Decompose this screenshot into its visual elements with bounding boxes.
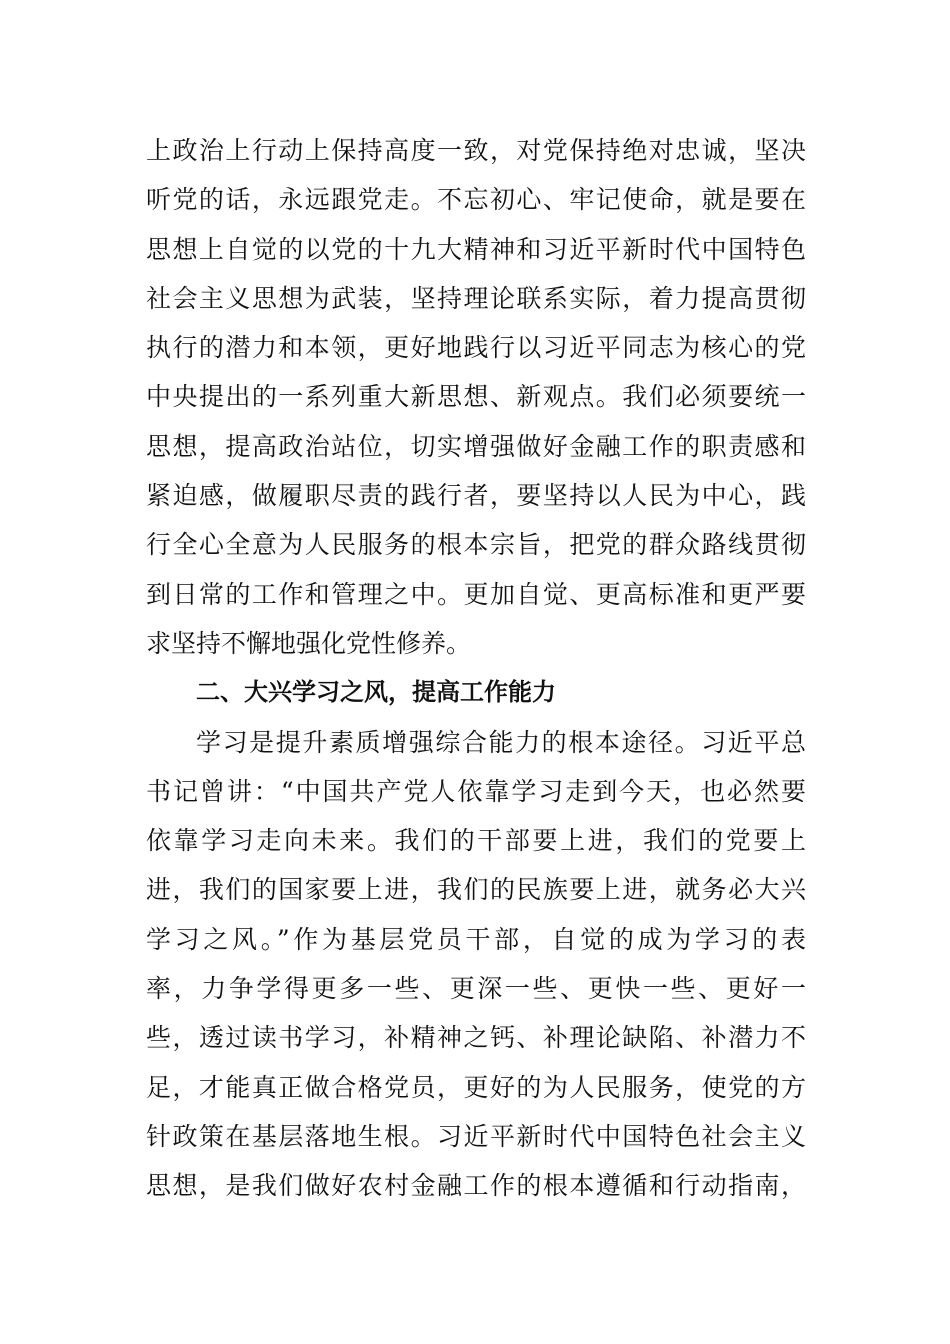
text-line: 书记曾讲：“中国共产党人依靠学习走到今天，也必然要: [146, 776, 806, 806]
text-line: 思想，提高政治站位，切实增强做好金融工作的职责感和: [146, 431, 806, 461]
text-line: 依靠学习走向未来。我们的干部要上进，我们的党要上: [146, 826, 806, 856]
text-line: 思想上自觉的以党的十九大精神和习近平新时代中国特色: [146, 234, 806, 264]
text-line: 社会主义思想为武装，坚持理论联系实际，着力提高贯彻: [146, 283, 806, 313]
text-line: 足，才能真正做合格党员，更好的为人民服务，使党的方: [146, 1072, 806, 1102]
text-line: 针政策在基层落地生根。习近平新时代中国特色社会主义: [146, 1121, 806, 1151]
body-text: [146, 126, 806, 1211]
text-line: 率，力争学得更多一些、更深一些、更快一些、更好一: [146, 974, 806, 1004]
text-line: 紧迫感，做履职尽责的践行者，要坚持以人民为中心，践: [146, 481, 806, 511]
text-line: 听党的话，永远跟党走。不忘初心、牢记使命，就是要在: [146, 185, 806, 215]
text-line: 求坚持不懈地强化党性修养。: [146, 628, 472, 658]
text-line: 行全心全意为人民服务的根本宗旨，把党的群众路线贯彻: [146, 530, 806, 560]
text-line: 上政治上行动上保持高度一致，对党保持绝对忠诚，坚决: [146, 136, 806, 165]
text-line: 进，我们的国家要上进，我们的民族要上进，就务必大兴: [146, 875, 806, 905]
text-line: 中央提出的一系列重大新思想、新观点。我们必须要统一: [146, 382, 806, 412]
text-line: 到日常的工作和管理之中。更加自觉、更高标准和更严要: [146, 579, 806, 609]
text-line: 些，透过读书学习，补精神之钙、补理论缺陷、补潜力不: [146, 1023, 806, 1053]
text-line: 学习是提升素质增强综合能力的根本途径。习近平总: [196, 727, 806, 757]
text-line: 学习之风。”作为基层党员干部，自觉的成为学习的表: [146, 924, 806, 954]
section-heading: 二、大兴学习之风，提高工作能力: [196, 678, 556, 707]
text-line: 思想，是我们做好农村金融工作的根本遵循和行动指南，: [146, 1171, 806, 1201]
text-line: 执行的潜力和本领，更好地践行以习近平同志为核心的党: [146, 333, 806, 363]
